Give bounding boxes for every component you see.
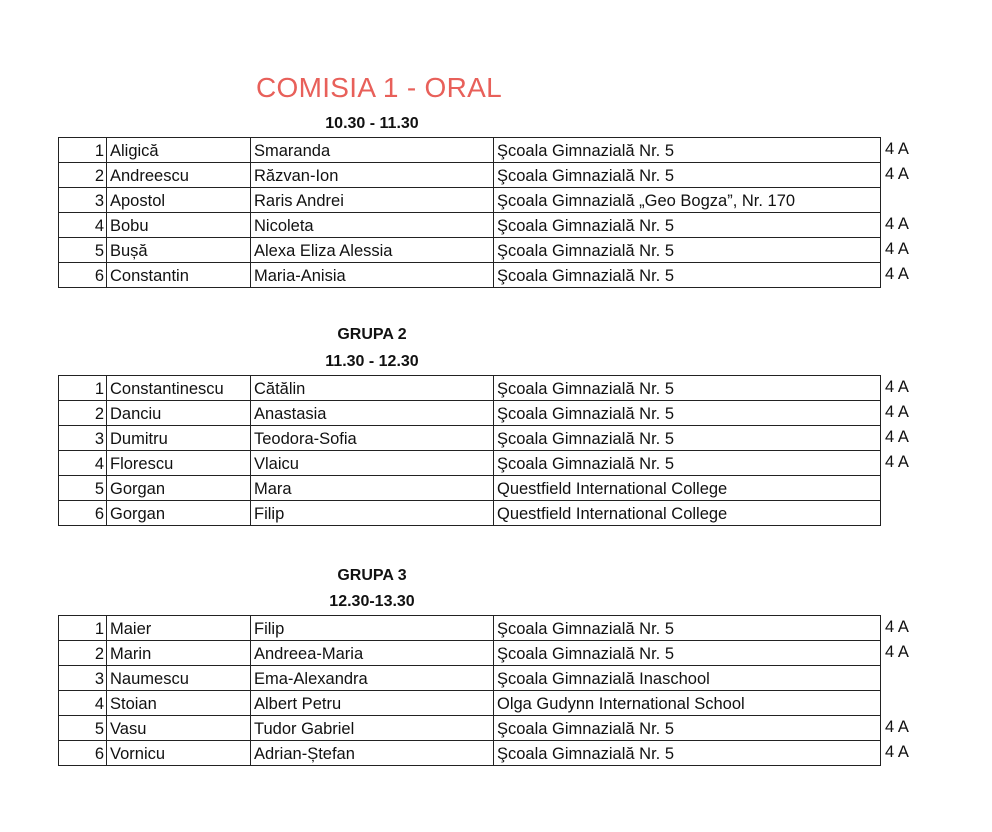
table-row: [59, 401, 909, 426]
row-number: 1: [59, 376, 107, 401]
last-name: Dumitru: [107, 426, 251, 451]
row-number: 5: [59, 476, 107, 501]
last-name: Bobu: [107, 213, 251, 238]
last-name: Naumescu: [107, 666, 251, 691]
last-name: Gorgan: [107, 501, 251, 526]
table-row: [59, 163, 909, 188]
first-name: Vlaicu: [251, 451, 494, 476]
first-name: Smaranda: [251, 138, 494, 163]
school: Şcoala Gimnazială Nr. 5: [494, 401, 881, 426]
last-name: Vasu: [107, 716, 251, 741]
table-row: [59, 451, 909, 476]
group-3-time: 12.30-13.30: [329, 593, 415, 610]
last-name: Aligică: [107, 138, 251, 163]
row-number: 2: [59, 401, 107, 426]
last-name: Constantin: [107, 263, 251, 288]
group-3-table: [58, 615, 909, 766]
row-number: 2: [59, 641, 107, 666]
table-row: [59, 376, 909, 401]
group-1-time: 10.30 - 11.30: [325, 115, 419, 132]
first-name: Tudor Gabriel: [251, 716, 494, 741]
last-name: Gorgan: [107, 476, 251, 501]
school: Şcoala Gimnazială Nr. 5: [494, 616, 881, 641]
school: Şcoala Gimnazială Nr. 5: [494, 238, 881, 263]
row-number: 6: [59, 741, 107, 766]
row-number: 4: [59, 691, 107, 716]
table-row: [59, 691, 881, 716]
table-row: [59, 238, 909, 263]
row-number: 1: [59, 138, 107, 163]
table-row: [59, 426, 909, 451]
last-name: Danciu: [107, 401, 251, 426]
first-name: Cătălin: [251, 376, 494, 401]
school: Şcoala Gimnazială Nr. 5: [494, 426, 881, 451]
first-name: Filip: [251, 616, 494, 641]
row-number: 4: [59, 451, 107, 476]
first-name: Răzvan-Ion: [251, 163, 494, 188]
group-2-time: 11.30 - 12.30: [325, 353, 419, 370]
school: Şcoala Gimnazială Nr. 5: [494, 163, 881, 188]
school: Şcoala Gimnazială Nr. 5: [494, 451, 881, 476]
row-number: 3: [59, 666, 107, 691]
last-name: Marin: [107, 641, 251, 666]
first-name: Raris Andrei: [251, 188, 494, 213]
table-row: [59, 476, 881, 501]
class-label: 4 A: [885, 453, 909, 471]
class-label: 4 A: [885, 165, 909, 183]
last-name: Vornicu: [107, 741, 251, 766]
class-label: 4 A: [885, 265, 909, 283]
class-label: 4 A: [885, 618, 909, 636]
school: Questfield International College: [494, 476, 881, 501]
table-row: [59, 138, 909, 163]
class-label: 4 A: [885, 428, 909, 446]
table-row: [59, 716, 909, 741]
first-name: Ema-Alexandra: [251, 666, 494, 691]
group-1-table: [58, 137, 909, 288]
school: Şcoala Gimnazială Inaschool: [494, 666, 881, 691]
table-row: [59, 501, 881, 526]
school: Şcoala Gimnazială Nr. 5: [494, 138, 881, 163]
first-name: Filip: [251, 501, 494, 526]
first-name: Teodora-Sofia: [251, 426, 494, 451]
row-number: 2: [59, 163, 107, 188]
first-name: Nicoleta: [251, 213, 494, 238]
document-title: COMISIA 1 - ORAL: [256, 72, 502, 103]
school: Şcoala Gimnazială Nr. 5: [494, 641, 881, 666]
row-number: 3: [59, 188, 107, 213]
table-row: [59, 666, 881, 691]
last-name: Stoian: [107, 691, 251, 716]
group-2-title: GRUPA 2: [337, 326, 407, 343]
school: Olga Gudynn International School: [494, 691, 881, 716]
class-label: 4 A: [885, 240, 909, 258]
row-number: 5: [59, 238, 107, 263]
row-number: 1: [59, 616, 107, 641]
class-label: 4 A: [885, 718, 909, 736]
class-label: 4 A: [885, 743, 909, 761]
class-label: 4 A: [885, 378, 909, 396]
table-row: [59, 263, 909, 288]
group-3-title: GRUPA 3: [337, 567, 407, 584]
school: Şcoala Gimnazială Nr. 5: [494, 376, 881, 401]
school: Şcoala Gimnazială Nr. 5: [494, 213, 881, 238]
first-name: Anastasia: [251, 401, 494, 426]
class-label: 4 A: [885, 215, 909, 233]
last-name: Bușă: [107, 238, 251, 263]
first-name: Andreea-Maria: [251, 641, 494, 666]
last-name: Andreescu: [107, 163, 251, 188]
row-number: 3: [59, 426, 107, 451]
school: Şcoala Gimnazială „Geo Bogza”, Nr. 170: [494, 188, 881, 213]
table-row: [59, 641, 909, 666]
last-name: Apostol: [107, 188, 251, 213]
first-name: Albert Petru: [251, 691, 494, 716]
row-number: 5: [59, 716, 107, 741]
table-row: [59, 213, 909, 238]
class-label: 4 A: [885, 643, 909, 661]
table-row: [59, 616, 909, 641]
first-name: Maria-Anisia: [251, 263, 494, 288]
class-label: 4 A: [885, 140, 909, 158]
first-name: Adrian-Ștefan: [251, 741, 494, 766]
school: Questfield International College: [494, 501, 881, 526]
table-row: [59, 188, 881, 213]
last-name: Constantinescu: [107, 376, 251, 401]
school: Şcoala Gimnazială Nr. 5: [494, 716, 881, 741]
last-name: Florescu: [107, 451, 251, 476]
first-name: Alexa Eliza Alessia: [251, 238, 494, 263]
table-row: [59, 741, 909, 766]
group-2-table: [58, 375, 909, 526]
school: Şcoala Gimnazială Nr. 5: [494, 263, 881, 288]
first-name: Mara: [251, 476, 494, 501]
school: Şcoala Gimnazială Nr. 5: [494, 741, 881, 766]
last-name: Maier: [107, 616, 251, 641]
class-label: 4 A: [885, 403, 909, 421]
row-number: 4: [59, 213, 107, 238]
row-number: 6: [59, 263, 107, 288]
row-number: 6: [59, 501, 107, 526]
